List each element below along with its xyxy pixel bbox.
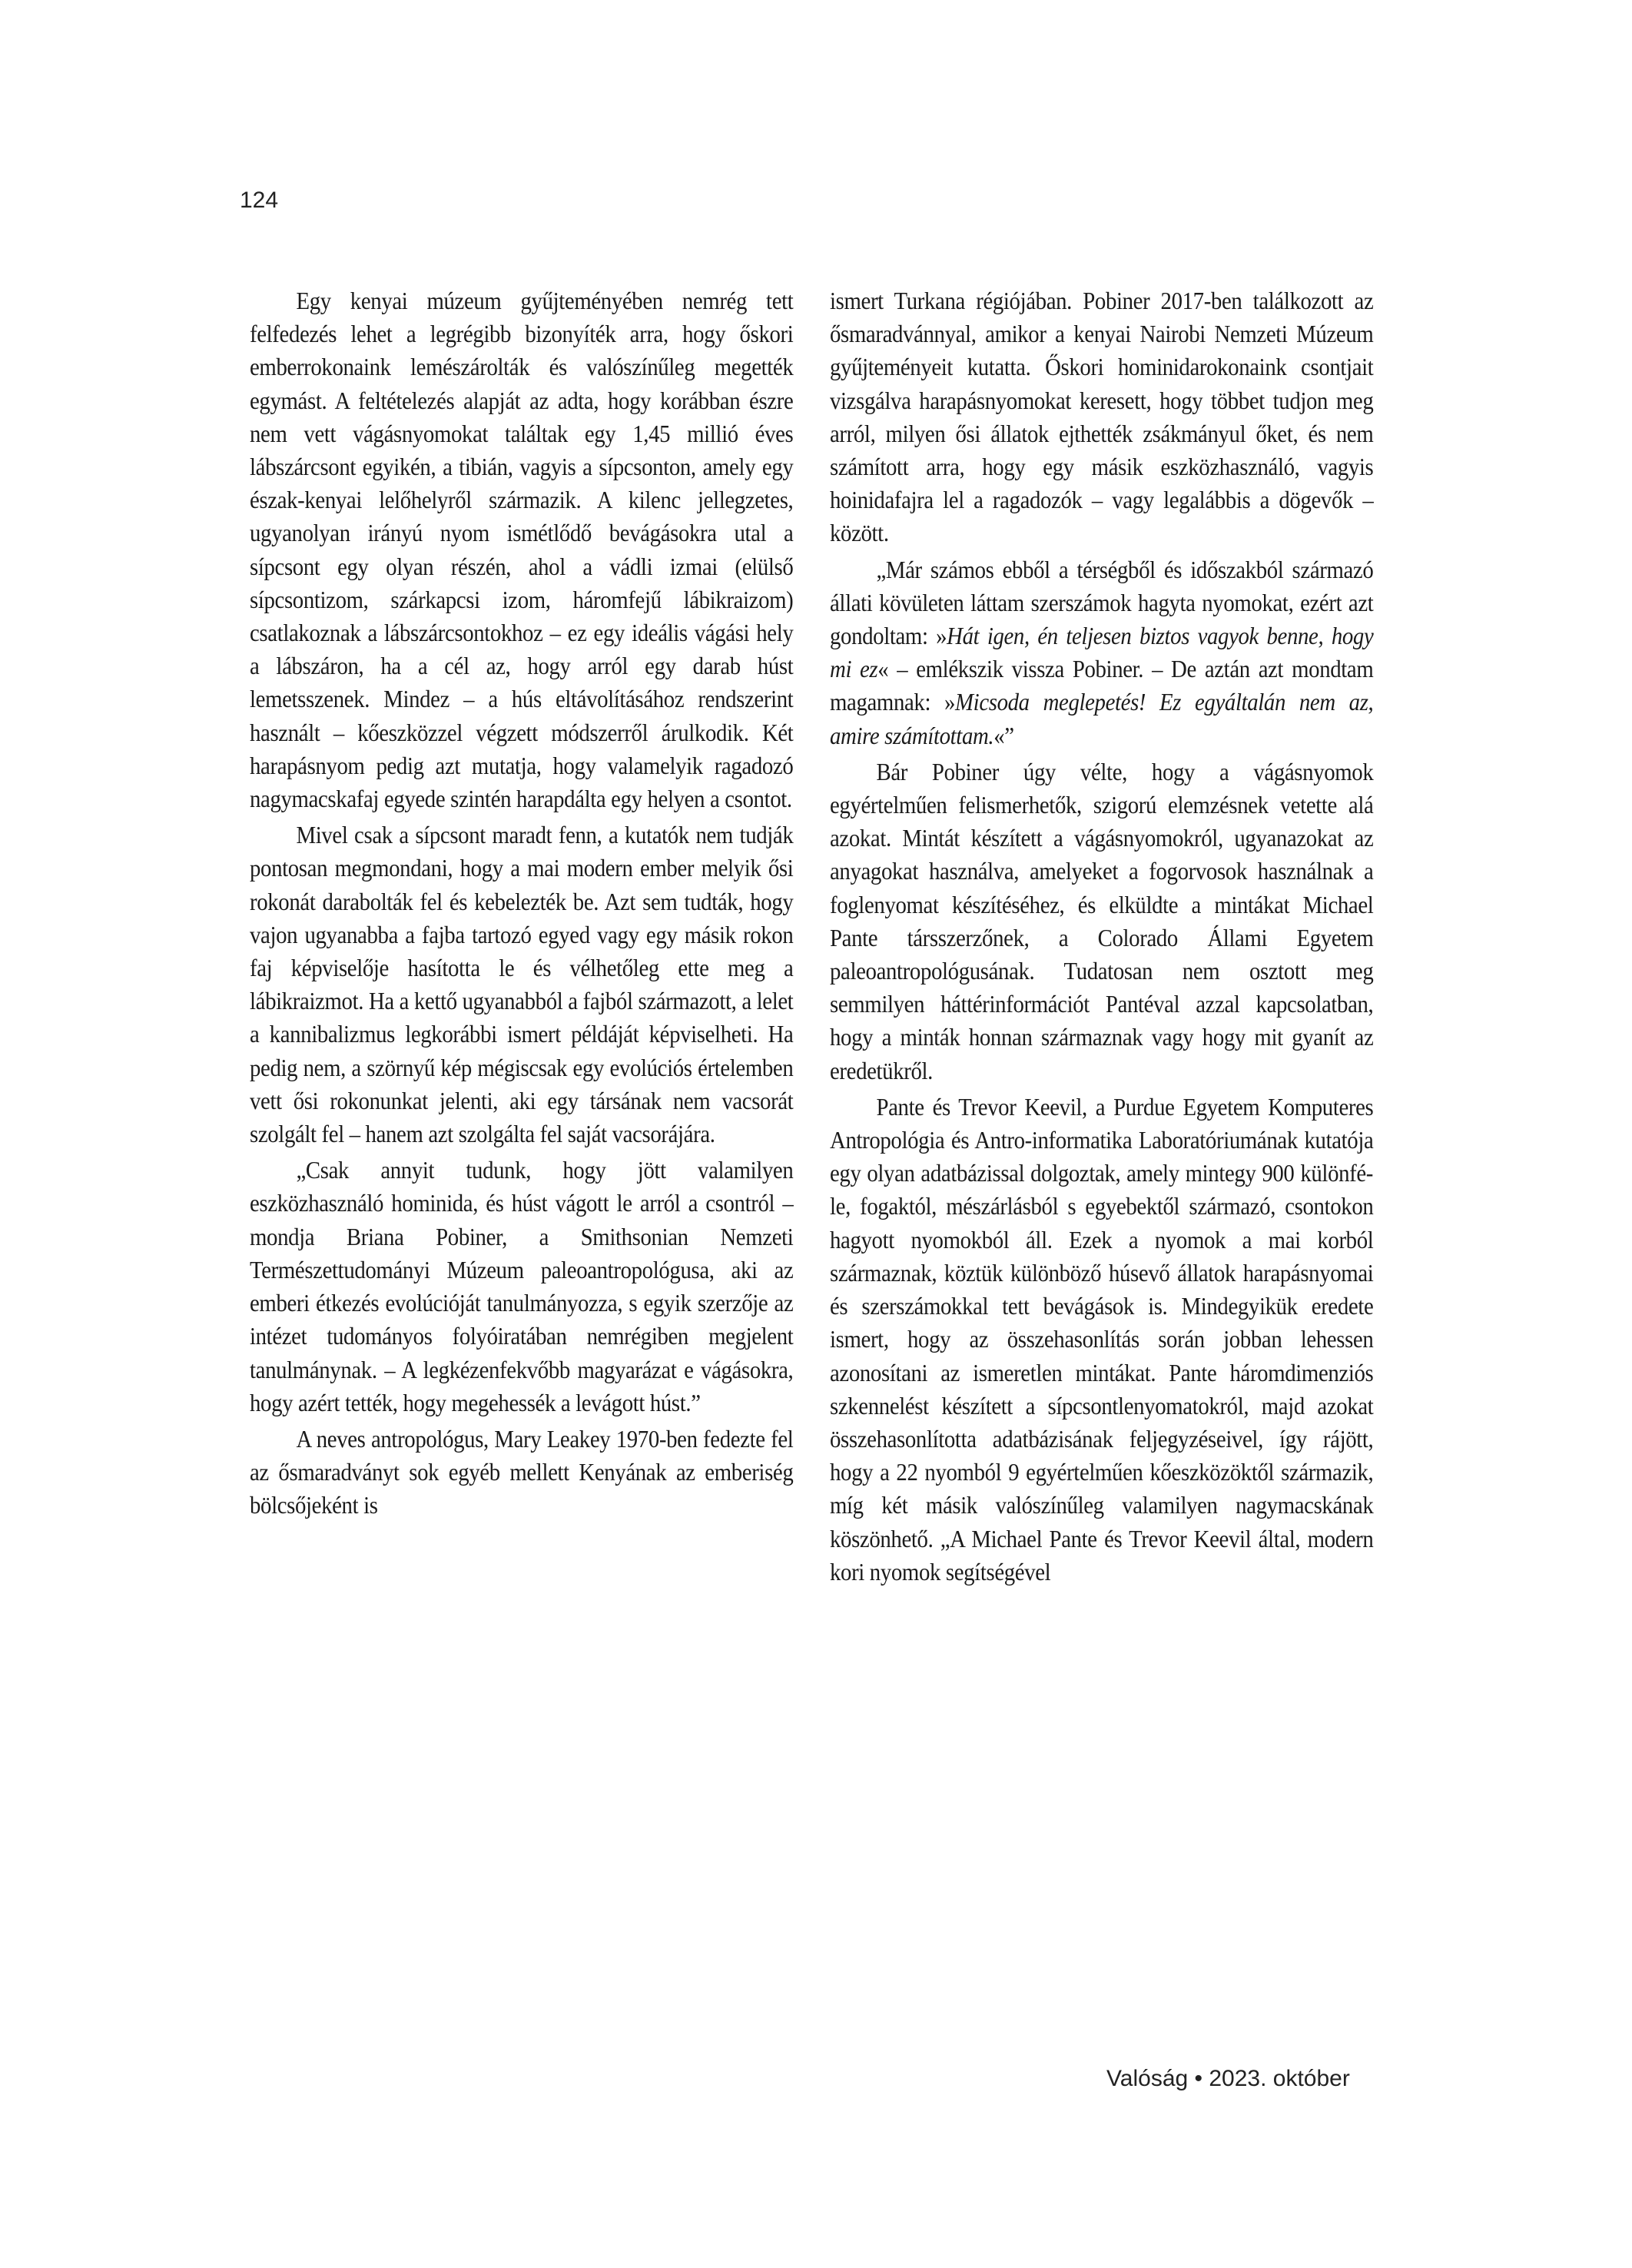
paragraph: Egy kenyai múzeum gyűjteményében nemrég tett felfedezés lehet a legrégibb bizonyíték arra, hogy őskori emberrokonaink lemészárolták és valószínűleg megették egymást. A feltételezés alapját az adta, hogy korábban észre nem vett vágásnyomokat találtak egy 1,45 millió éves lábszárcsont egyikén, a tibián, vagyis a sípcsonton, amely egy észak-kenyai lelőhelyről származik. A kilenc jellegzetes, ugyanolyan irányú nyom ismétlődő bevágásokra utal a sípcsont egy olyan részén, ahol a vádli izmai (elülső sípcsontizom, szárkapcsi izom, háromfejű lábikraizom) csatlakoznak a lábszárcsontokhoz – ez egy ideális vágási hely a lábszáron, ha a cél az, hogy arról egy darab húst lemetsszenek. Mindez – a hús eltávolításához rendszerint használt – kőeszközzel végzett módszerről árulkodik. Két harapásnyom pedig azt mutatja, hogy valamelyik ragadozó nagymacskafaj egyede szintén harapdálta egy helyen a csontot. xyxy=(250,287,794,813)
paragraph-continued: ismert Turkana régiójában. Pobiner 2017-ben találkozott az ősmaradvánnyal, amikor a kenyai Nairobi Nemzeti Múzeum gyűjteményeit kutatta. Őskori hominidarokonaink csontjait vizsgálva harapásnyomokat keresett, hogy többet tudjon meg arról, milyen ősi állatok ejthették zsákmányul őket, és nem számított arra, hogy egy másik eszközhasználó, vagyis hoinidafajra lel a ragadozók – vagy legalábbis a dögevők – között. xyxy=(830,287,1374,547)
quote-italic: Hát igen, én teljesen biztos vagyok benne, hogy mi ez xyxy=(830,622,1374,683)
paragraph: Mivel csak a sípcsont maradt fenn, a kutatók nem tudják pontosan megmondani, hogy a mai modern ember melyik ősi rokonát darabolták fel és kebelezték be. Azt sem tudták, hogy vajon ugyanabba a fajba tartozó egyed vagy egy másik rokon faj képviselője hasította le és vélhetőleg ette meg a lábikraizmot. Ha a kettő ugyanabból a fajból származott, a lelet a kannibalizmus legkorábbi ismert példáját képviselheti. Ha pedig nem, a szörnyű kép mégiscsak egy evolúciós értelemben vett ősi rokonunkat jelenti, aki egy társának nem vacsorát szolgált fel – hanem azt szolgálta fel saját vacsorájára. xyxy=(250,821,794,1148)
right-column xyxy=(830,284,1373,1589)
quote-italic: Micsoda meglepetés! Ez egyáltalán nem az, amire számítottam. xyxy=(830,688,1374,749)
paragraph-quote xyxy=(830,553,1373,752)
quote-text: „Már számos ebből a térségből és időszakból származó állati kövületen láttam szerszámok hagyta nyomokat, ezért azt gondoltam: » xyxy=(830,555,1374,650)
footer-publication: Valóság • 2023. október xyxy=(1106,2066,1350,2091)
paragraph: A neves antropológus, Mary Leakey 1970-ben fedezte fel az ősmaradványt sok egyéb mellett Kenyának az emberiség bölcsőjeként is xyxy=(250,1424,794,1519)
quote-text: « – emlékszik vissza Pobiner. – De aztán azt mondtam magamnak: » xyxy=(830,655,1374,716)
quote-text: «” xyxy=(993,721,1014,749)
paragraph: „Csak annyit tudunk, hogy jött valamilyen eszközhasználó hominida, és húst vágott le arról a csontról – mondja Briana Pobiner, a Smithsonian Nemzeti Természettudományi Múzeum paleoantropológusa, aki az emberi étkezés evolúcióját tanulmányozza, s egyik szerzője az intézet tudományos folyóiratában nemrégiben megjelent tanulmánynak. – A legkézenfekvőbb magyarázat e vágásokra, hogy azért tették, hogy megehessék a levágott húst.” xyxy=(250,1156,794,1416)
paragraph: Pante és Trevor Keevil, a Purdue Egyetem Komputeres Antropológia és Antro-informatika Laboratóriumának kutatója egy olyan adatbázissal dolgoztak, amely mintegy 900 különféle, fogaktól, mészárlásból s egyebektől származó, csontokon hagyott nyomokból áll. Ezek a nyomok a mai korból származnak, köztük különböző húsevő állatok harapásnyomai és szerszámokkal tett bevágások is. Mindegyikük eredete ismert, hogy az összehasonlítás során jobban lehessen azonosítani az ismeretlen mintákat. Pante háromdimenziós szkennelést készített a sípcsontlenyomatokról, majd azokat összehasonlította adatbázisának feljegyzéseivel, így rájött, hogy a 22 nyomból 9 egyértelműen kőeszközöktől származik, míg két másik valószínűleg valamilyen nagymacskának köszönhető. „A Michael Pante és Trevor Keevil által, modern kori nyomok segítségével xyxy=(830,1092,1374,1586)
paragraph: Bár Pobiner úgy vélte, hogy a vágásnyomok egyértelműen felismerhetők, szigorú elemzésnek vetette alá azokat. Mintát készített a vágásnyomokról, ugyanazokat az anyagokat használva, amelyeket a fogorvosok használnak a foglenyomat készítéséhez, és elküldte a mintákat Michael Pante társszerzőnek, a Colorado Állami Egyetem paleoantropológusának. Tudatosan nem osztott meg semmilyen háttérinformációt Pantéval azzal kapcsolatban, hogy a minták honnan származnak vagy hogy mit gyanít az eredetükről. xyxy=(830,757,1374,1084)
left-column xyxy=(250,284,793,1523)
page-number: 124 xyxy=(240,188,279,213)
